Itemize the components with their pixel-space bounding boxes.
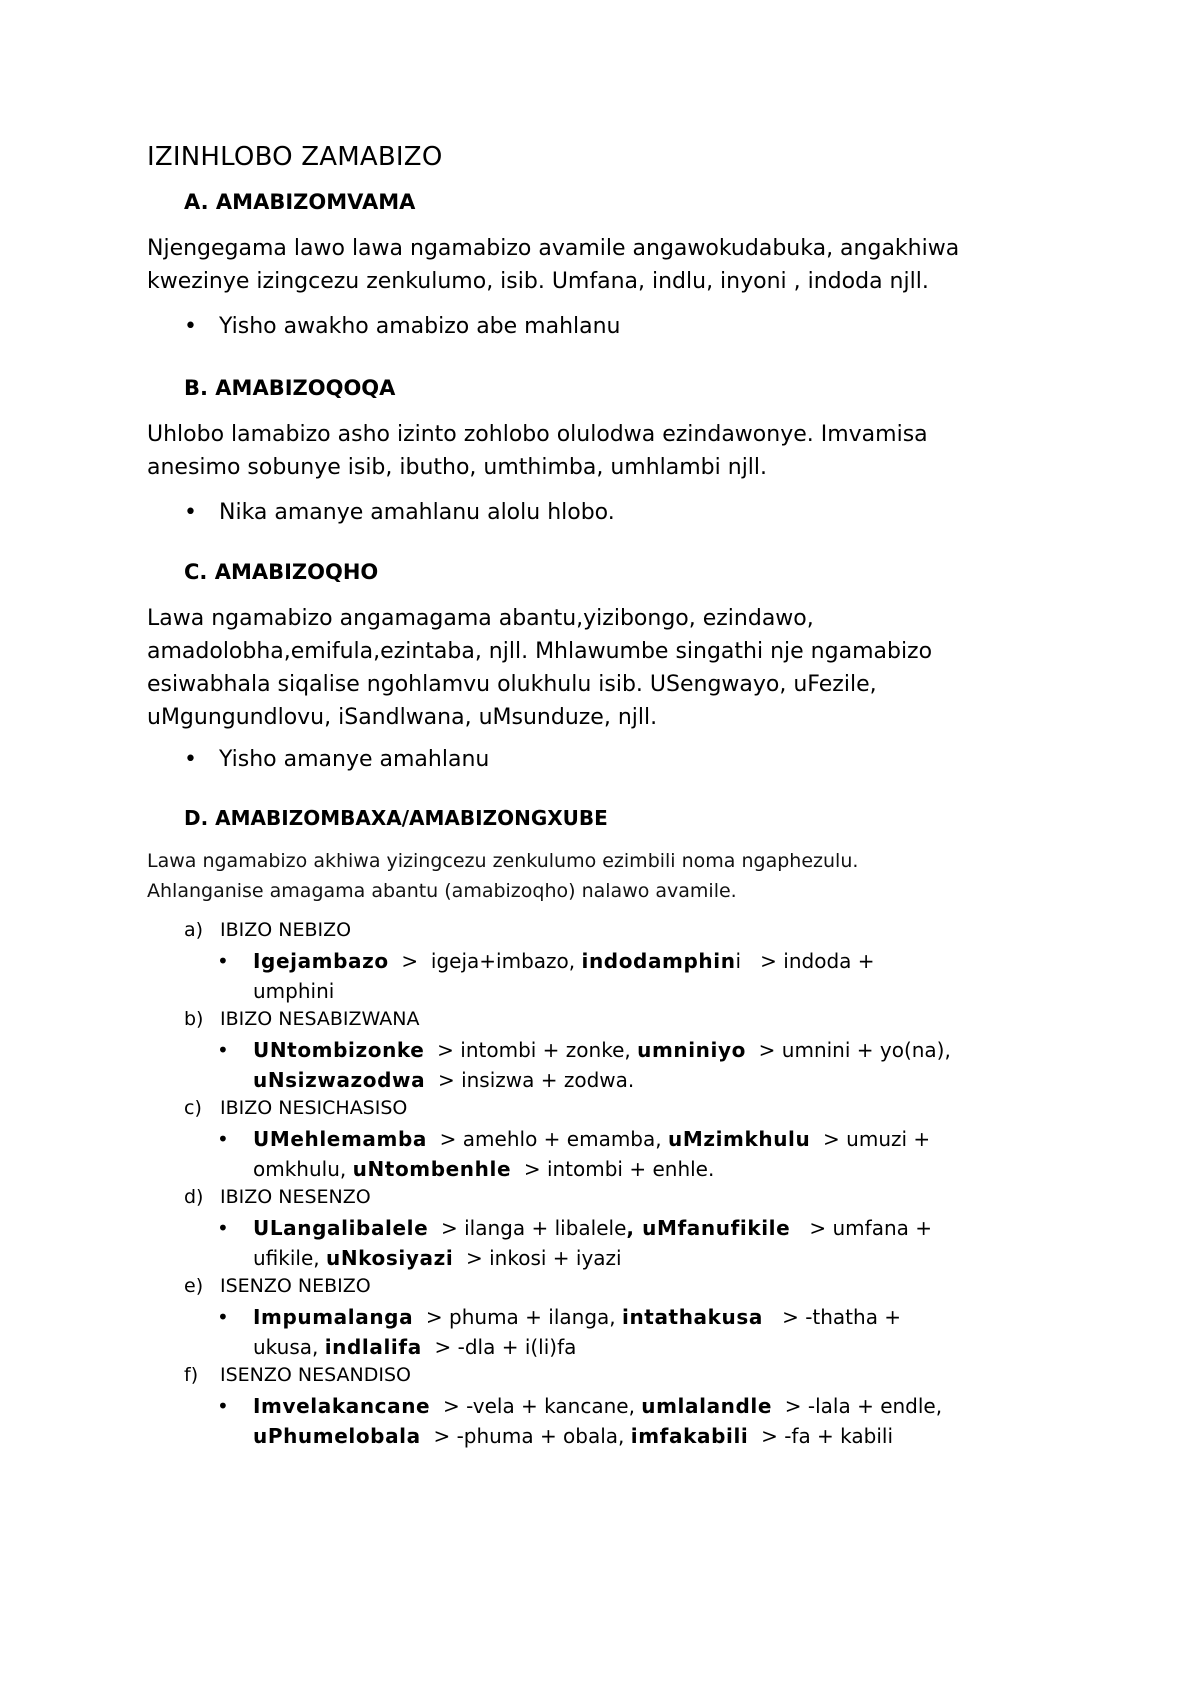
- subsection-name: ISENZO NESANDISO: [220, 1364, 411, 1386]
- subsection-label: f): [184, 1364, 199, 1386]
- example-derivation: i > indoda +: [735, 949, 875, 973]
- subsection-heading: [184, 1275, 371, 1297]
- example-line: [253, 976, 1053, 1006]
- bullet-text: Yisho awakho amabizo abe mahlanu: [219, 314, 621, 339]
- subsection-heading: [184, 1008, 420, 1030]
- example-word: Igejambazo: [253, 949, 389, 973]
- example-derivation: > -dla + i(li)fa: [421, 1335, 577, 1359]
- example-derivation: > umuzi +: [810, 1127, 931, 1151]
- paragraph-line: Uhlobo lamabizo asho izinto zohlobo olulodwa ezindawonye. Imvamisa: [147, 422, 928, 447]
- section-heading-a: A. AMABIZOMVAMA: [184, 190, 416, 214]
- example-derivation: > insizwa + zodwa.: [425, 1068, 635, 1092]
- subsection-name: IBIZO NESABIZWANA: [220, 1008, 420, 1030]
- section-paragraph-c: [147, 602, 1087, 734]
- subsection-label: b): [184, 1008, 204, 1030]
- subsection-heading: [184, 1186, 371, 1208]
- example-word: intathakusa: [622, 1305, 763, 1329]
- paragraph-line: anesimo sobunye isib, ibutho, umthimba, umhlambi njll.: [147, 455, 768, 480]
- example-word: uNsizwazodwa: [253, 1068, 426, 1092]
- subsection-name: IBIZO NESENZO: [220, 1186, 371, 1208]
- subsection-label: e): [184, 1275, 204, 1297]
- example-bullet: [217, 1213, 1053, 1273]
- example-line: [253, 1124, 1053, 1154]
- example-derivation: > -thatha +: [763, 1305, 902, 1329]
- example-word: indodamphin: [581, 949, 736, 973]
- paragraph-line: Lawa ngamabizo akhiwa yizingcezu zenkulumo ezimbili noma ngaphezulu.: [147, 850, 859, 872]
- example-line: [253, 1243, 1053, 1273]
- example-word: , uMfanufikile: [626, 1216, 791, 1240]
- example-derivation: ufikile,: [253, 1246, 326, 1270]
- example-derivation: > inkosi + iyazi: [453, 1246, 622, 1270]
- section-paragraph-a: [147, 232, 1087, 298]
- subsection-label: a): [184, 919, 204, 941]
- example-word: Impumalanga: [253, 1305, 414, 1329]
- paragraph-line: amadolobha,emifula,ezintaba, njll. Mhlawumbe singathi nje ngamabizo: [147, 639, 933, 664]
- bullet-icon: •: [217, 949, 229, 973]
- bullet-text: Nika amanye amahlanu alolu hlobo.: [219, 500, 615, 525]
- example-word: uNkosiyazi: [326, 1246, 454, 1270]
- subsection-label: d): [184, 1186, 204, 1208]
- example-word: uNtombenhle: [352, 1157, 512, 1181]
- bullet-icon: •: [184, 500, 197, 525]
- bullet-icon: •: [217, 1305, 229, 1329]
- bullet-item-b: [184, 500, 615, 525]
- paragraph-line: kwezinye izingcezu zenkulumo, isib. Umfana, indlu, inyoni , indoda njll.: [147, 269, 929, 294]
- example-bullet: [217, 946, 1053, 1006]
- bullet-icon: •: [217, 1038, 229, 1062]
- example-word: uMzimkhulu: [667, 1127, 811, 1151]
- bullet-icon: •: [217, 1216, 229, 1240]
- paragraph-line: esiwabhala siqalise ngohlamvu olukhulu isib. USengwayo, uFezile,: [147, 672, 877, 697]
- section-heading-d: D. AMABIZOMBAXA/AMABIZONGXUBE: [184, 806, 608, 830]
- example-derivation: > intombi + enhle.: [511, 1157, 715, 1181]
- example-derivation: > -phuma + obala,: [420, 1424, 631, 1448]
- bullet-icon: •: [184, 314, 197, 339]
- example-bullet: [217, 1302, 1053, 1362]
- example-line: [253, 1154, 1053, 1184]
- example-word: indlalifa: [324, 1335, 422, 1359]
- example-line: [253, 1391, 1053, 1421]
- bullet-item-c: [184, 747, 489, 772]
- example-word: uPhumelobala: [253, 1424, 421, 1448]
- example-line: [253, 1213, 1053, 1243]
- subsection-name: IBIZO NESICHASISO: [220, 1097, 408, 1119]
- section-paragraph-b: [147, 418, 1087, 484]
- paragraph-line: Lawa ngamabizo angamagama abantu,yizibongo, ezindawo,: [147, 606, 814, 631]
- example-word: Imvelakancane: [253, 1394, 431, 1418]
- bullet-icon: •: [217, 1127, 229, 1151]
- example-derivation: > -fa + kabili: [748, 1424, 894, 1448]
- example-derivation: > intombi + zonke,: [424, 1038, 638, 1062]
- subsection-name: ISENZO NEBIZO: [220, 1275, 371, 1297]
- example-bullet: [217, 1124, 1053, 1184]
- paragraph-line: Ahlanganise amagama abantu (amabizoqho) nalawo avamile.: [147, 880, 737, 902]
- bullet-icon: •: [184, 747, 197, 772]
- example-word: umniniyo: [637, 1038, 746, 1062]
- example-line: [253, 1302, 1053, 1332]
- example-derivation: > umfana +: [790, 1216, 933, 1240]
- section-heading-b: B. AMABIZOQOQA: [184, 376, 396, 400]
- example-bullet: [217, 1035, 1053, 1095]
- example-derivation: > ilanga + libalele: [428, 1216, 627, 1240]
- example-line: [253, 1421, 1053, 1451]
- subsection-heading: [184, 919, 351, 941]
- example-derivation: > -lala + endle,: [772, 1394, 943, 1418]
- paragraph-line: uMgungundlovu, iSandlwana, uMsunduze, njll.: [147, 705, 658, 730]
- subsection-name: IBIZO NEBIZO: [220, 919, 352, 941]
- example-line: [253, 1332, 1053, 1362]
- subsection-heading: [184, 1097, 407, 1119]
- example-derivation: omkhulu,: [253, 1157, 353, 1181]
- bullet-icon: •: [217, 1394, 229, 1418]
- example-derivation: > -vela + kancane,: [430, 1394, 642, 1418]
- example-word: imfakabili: [630, 1424, 749, 1448]
- example-derivation: > igeja+imbazo,: [388, 949, 582, 973]
- example-derivation: > umnini + yo(na),: [745, 1038, 951, 1062]
- example-word: UMehlemamba: [253, 1127, 427, 1151]
- example-derivation: umphini: [253, 979, 335, 1003]
- bullet-text: Yisho amanye amahlanu: [219, 747, 490, 772]
- example-word: UNtombizonke: [253, 1038, 425, 1062]
- section-heading-c: C. AMABIZOQHO: [184, 560, 379, 584]
- example-derivation: > phuma + ilanga,: [413, 1305, 622, 1329]
- example-word: umlalandle: [641, 1394, 773, 1418]
- example-line: [253, 1035, 1053, 1065]
- subsection-label: c): [184, 1097, 202, 1119]
- page-title: IZINHLOBO ZAMABIZO: [147, 142, 443, 172]
- bullet-item-a: [184, 314, 621, 339]
- example-word: ULangalibalele: [253, 1216, 429, 1240]
- section-paragraph-d: [147, 846, 858, 906]
- example-derivation: > amehlo + emamba,: [426, 1127, 668, 1151]
- subsection-heading: [184, 1364, 411, 1386]
- example-line: [253, 946, 1053, 976]
- example-line: [253, 1065, 1053, 1095]
- paragraph-line: Njengegama lawo lawa ngamabizo avamile angawokudabuka, angakhiwa: [147, 236, 960, 261]
- example-bullet: [217, 1391, 1053, 1451]
- example-derivation: ukusa,: [253, 1335, 325, 1359]
